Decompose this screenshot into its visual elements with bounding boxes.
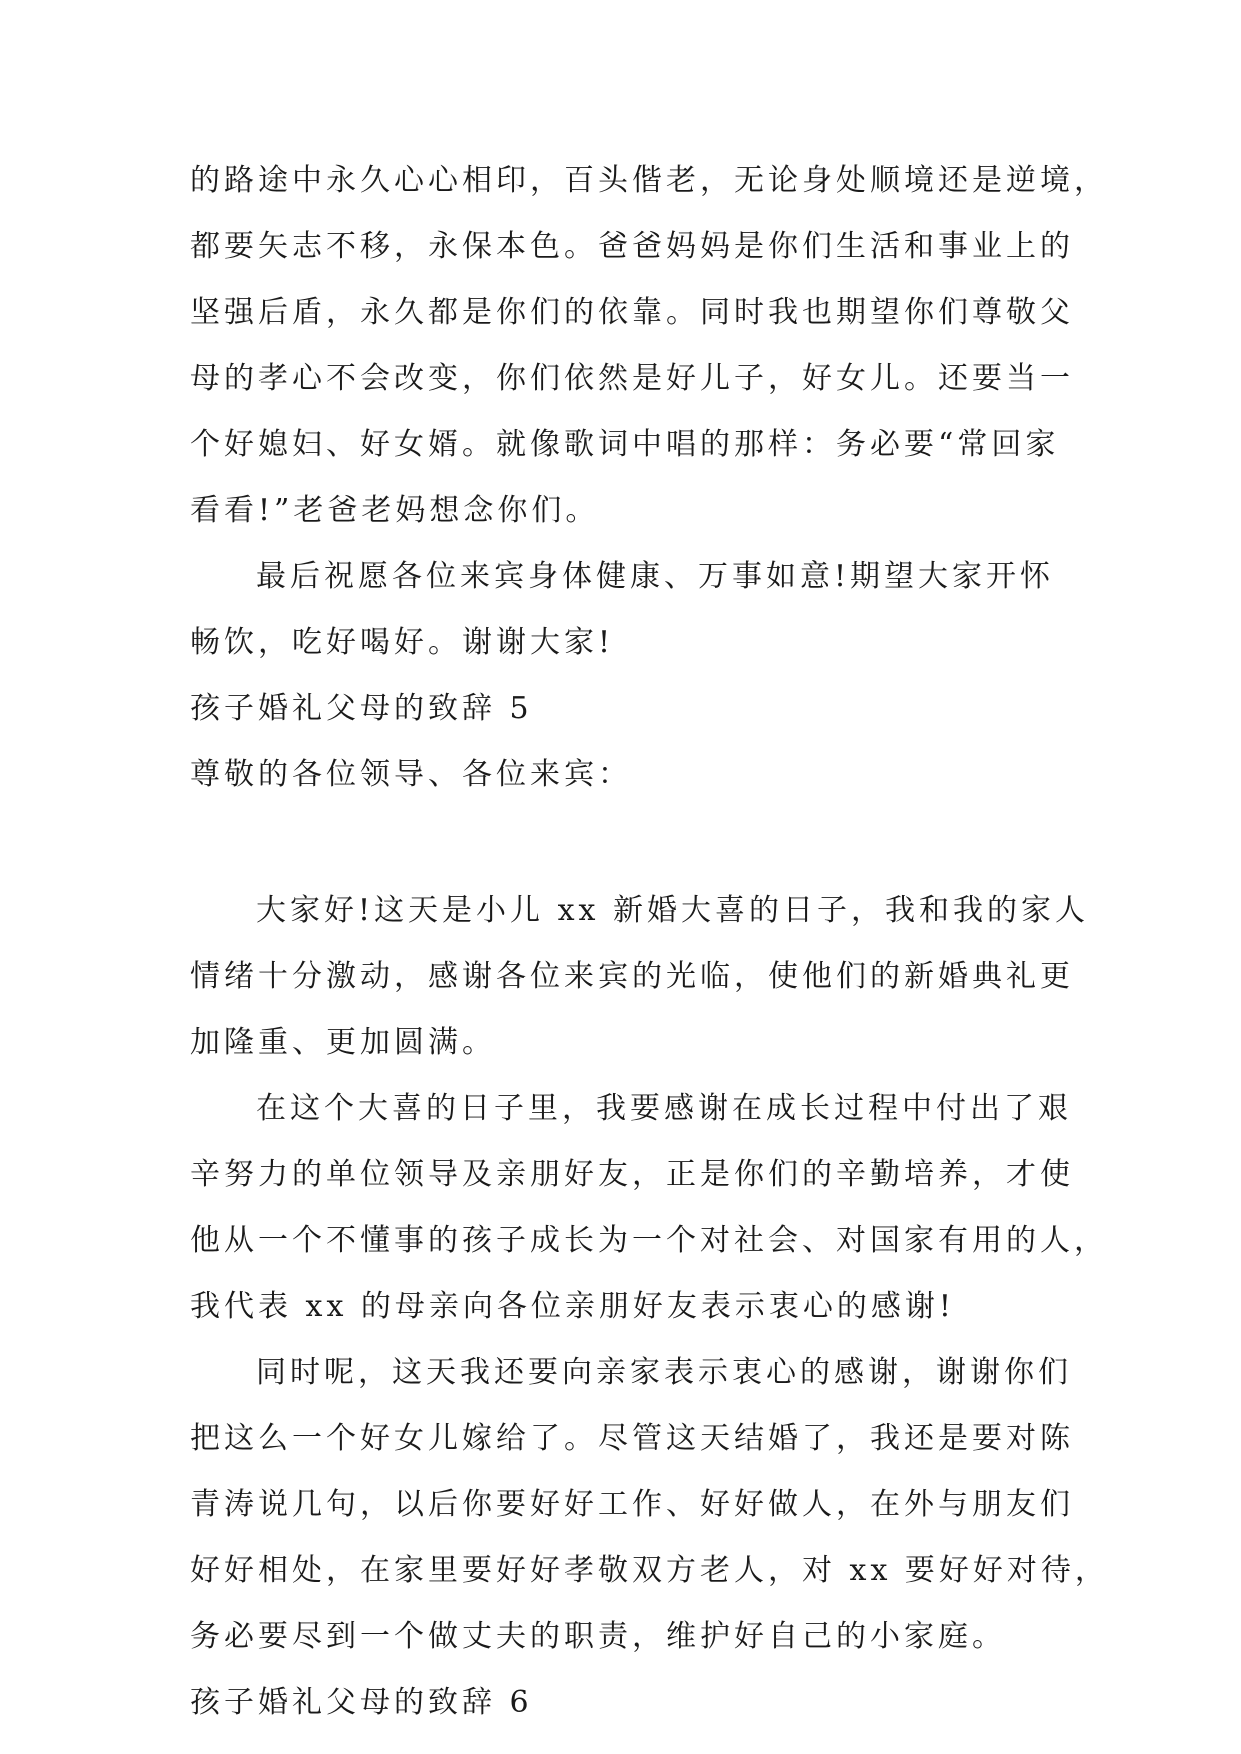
text-line: 都要矢志不移，永保本色。爸爸妈妈是你们生活和事业上的 xyxy=(190,229,1074,264)
text-line: 我代表 xx 的母亲向各位亲朋好友表示衷心的感谢! xyxy=(190,1289,955,1324)
text-line: 畅饮，吃好喝好。谢谢大家! xyxy=(190,625,615,660)
text-line: 同时呢，这天我还要向亲家表示衷心的感谢，谢谢你们 xyxy=(256,1355,1072,1390)
text-line: 在这个大喜的日子里，我要感谢在成长过程中付出了艰 xyxy=(256,1091,1072,1126)
text-line: 最后祝愿各位来宾身体健康、万事如意!期望大家开怀 xyxy=(256,559,1055,594)
section-heading: 孩子婚礼父母的致辞 5 xyxy=(190,691,533,726)
text-line: 个好媳妇、好女婿。就像歌词中唱的那样：务必要“常回家 xyxy=(190,427,1060,462)
text-line: 好好相处，在家里要好好孝敬双方老人，对 xx 要好好对待， xyxy=(190,1553,1109,1588)
text-line: 情绪十分激动，感谢各位来宾的光临，使他们的新婚典礼更 xyxy=(190,959,1074,994)
text-line: 辛努力的单位领导及亲朋好友，正是你们的辛勤培养，才使 xyxy=(190,1157,1074,1192)
document-page xyxy=(190,148,1109,1736)
text-line: 大家好!这天是小儿 xx 新婚大喜的日子，我和我的家人 xyxy=(256,893,1089,928)
text-line: 把这么一个好女儿嫁给了。尽管这天结婚了，我还是要对陈 xyxy=(190,1421,1074,1456)
section-heading: 孩子婚礼父母的致辞 6 xyxy=(190,1685,533,1720)
text-line: 母的孝心不会改变，你们依然是好儿子，好女儿。还要当一 xyxy=(190,361,1074,396)
text-line: 他从一个不懂事的孩子成长为一个对社会、对国家有用的人， xyxy=(190,1223,1108,1258)
text-line: 务必要尽到一个做丈夫的职责，维护好自己的小家庭。 xyxy=(190,1619,1006,1654)
text-line: 坚强后盾，永久都是你们的依靠。同时我也期望你们尊敬父 xyxy=(190,295,1074,330)
salutation: 尊敬的各位领导、各位来宾： xyxy=(190,757,632,792)
text-line: 青涛说几句，以后你要好好工作、好好做人，在外与朋友们 xyxy=(190,1487,1074,1522)
text-line: 的路途中永久心心相印，百头偕老，无论身处顺境还是逆境， xyxy=(190,163,1108,198)
text-line: 看看!”老爸老妈想念你们。 xyxy=(190,493,600,528)
text-line: 加隆重、更加圆满。 xyxy=(190,1025,496,1060)
paragraph-gap xyxy=(190,808,1075,878)
